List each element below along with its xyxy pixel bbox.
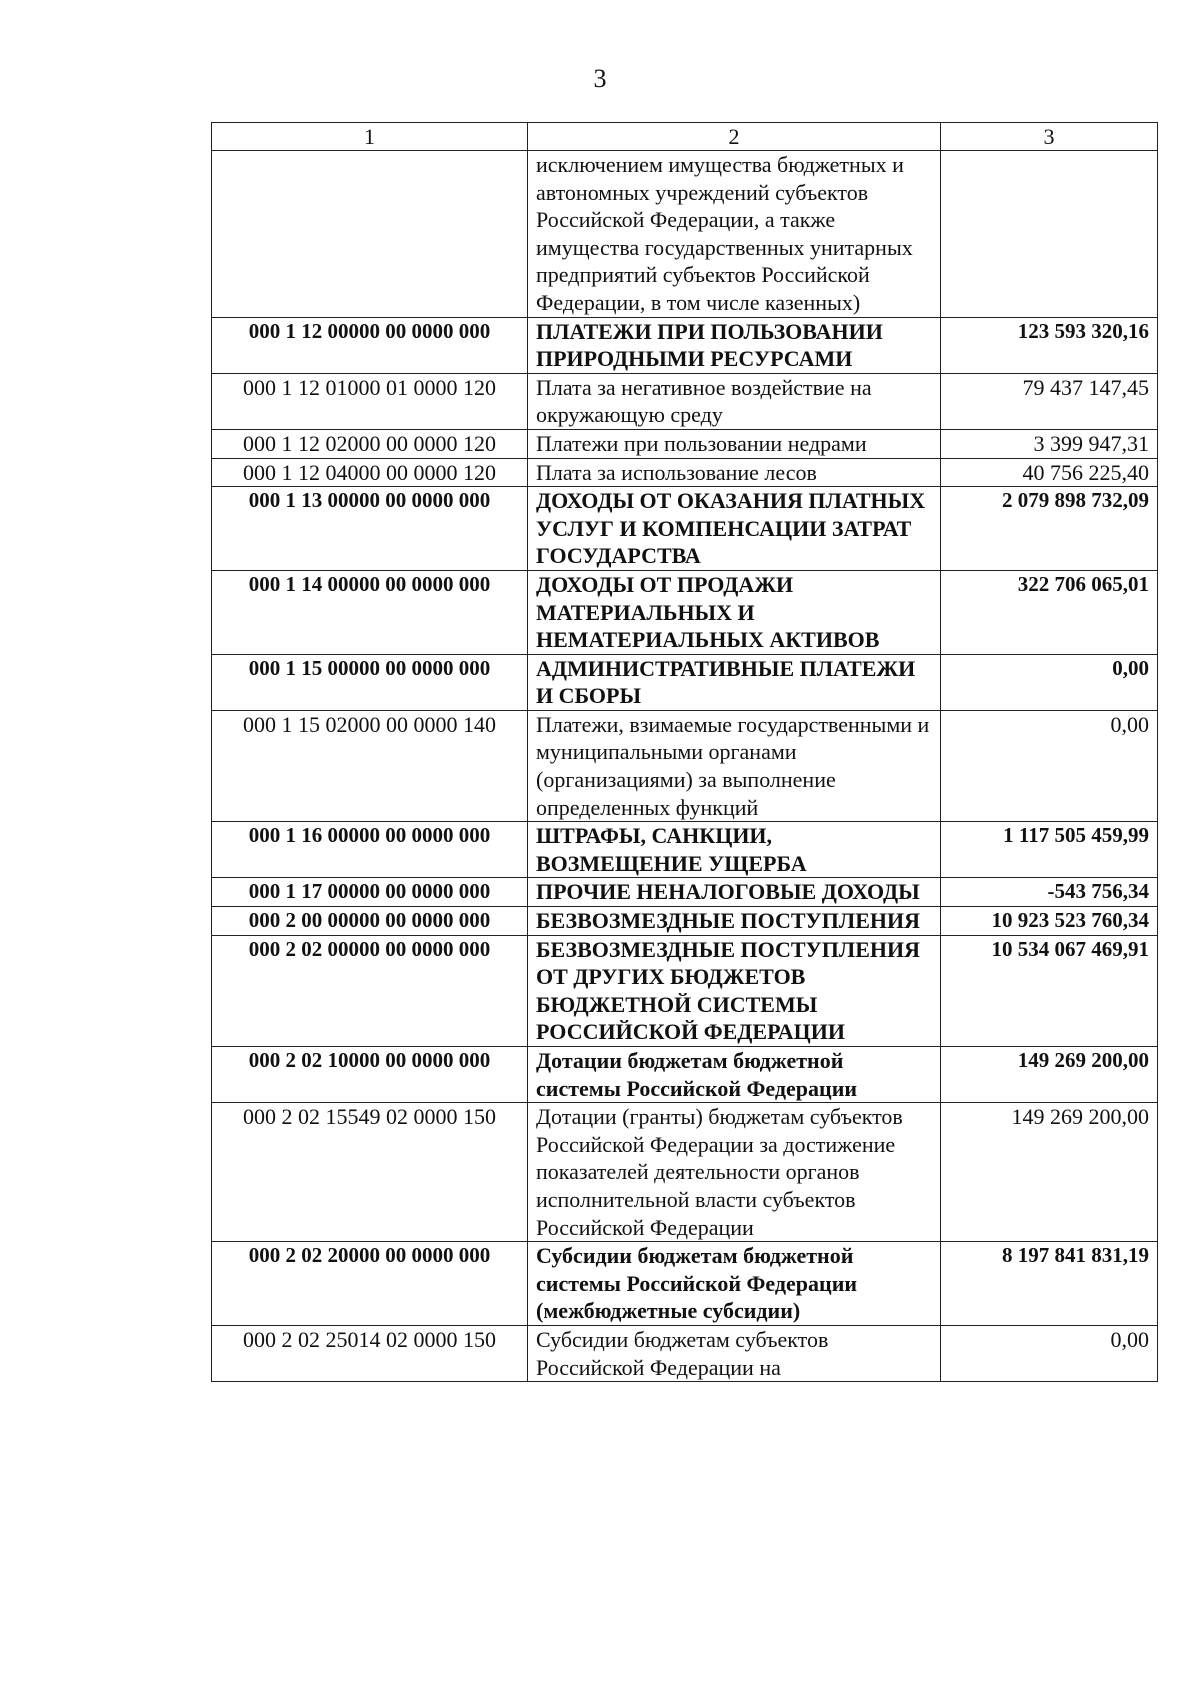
amount-cell: 123 593 320,16	[941, 317, 1158, 373]
amount-cell: 40 756 225,40	[941, 458, 1158, 487]
revenue-name-cell: БЕЗВОЗМЕЗДНЫЕ ПОСТУПЛЕНИЯ	[528, 907, 941, 936]
budget-code-cell: 000 1 13 00000 00 0000 000	[212, 487, 528, 571]
table-row	[212, 1103, 1158, 1242]
table-row	[212, 822, 1158, 878]
amount-cell: 149 269 200,00	[941, 1047, 1158, 1103]
table-row	[212, 570, 1158, 654]
budget-code-cell: 000 1 12 04000 00 0000 120	[212, 458, 528, 487]
table-row	[212, 654, 1158, 710]
budget-code-cell: 000 2 02 20000 00 0000 000	[212, 1242, 528, 1326]
revenue-name-cell: ШТРАФЫ, САНКЦИИ, ВОЗМЕЩЕНИЕ УЩЕРБА	[528, 822, 941, 878]
amount-cell	[941, 151, 1158, 318]
budget-code-cell: 000 2 02 00000 00 0000 000	[212, 935, 528, 1046]
table-row	[212, 429, 1158, 458]
budget-code-cell: 000 2 00 00000 00 0000 000	[212, 907, 528, 936]
amount-cell: 2 079 898 732,09	[941, 487, 1158, 571]
table-row	[212, 151, 1158, 318]
budget-code-cell: 000 1 16 00000 00 0000 000	[212, 822, 528, 878]
table-row	[212, 1242, 1158, 1326]
column-header-code: 1	[212, 123, 528, 151]
revenue-name-cell: Субсидии бюджетам бюджетной системы Российской Федерации (межбюджетные субсидии)	[528, 1242, 941, 1326]
revenue-name-cell: исключением имущества бюджетных и автономных учреждений субъектов Российской Федерации, а также имущества государственных унитарных предприятий субъектов Российской Федерации, в том числе казенных)	[528, 151, 941, 318]
amount-cell: 10 534 067 469,91	[941, 935, 1158, 1046]
revenue-name-cell: Платежи, взимаемые государственными и муниципальными органами (организациями) за выполнение определенных функций	[528, 710, 941, 821]
budget-code-cell: 000 1 12 01000 01 0000 120	[212, 373, 528, 429]
amount-cell: 149 269 200,00	[941, 1103, 1158, 1242]
amount-cell: 3 399 947,31	[941, 429, 1158, 458]
revenue-name-cell: ДОХОДЫ ОТ ПРОДАЖИ МАТЕРИАЛЬНЫХ И НЕМАТЕРИАЛЬНЫХ АКТИВОВ	[528, 570, 941, 654]
table-row	[212, 373, 1158, 429]
table-row	[212, 1047, 1158, 1103]
revenue-name-cell: Платежи при пользовании недрами	[528, 429, 941, 458]
column-header-name: 2	[528, 123, 941, 151]
amount-cell: 10 923 523 760,34	[941, 907, 1158, 936]
revenue-name-cell: ПРОЧИЕ НЕНАЛОГОВЫЕ ДОХОДЫ	[528, 878, 941, 907]
page-number: 3	[593, 64, 607, 93]
budget-code-cell: 000 2 02 15549 02 0000 150	[212, 1103, 528, 1242]
revenue-name-cell: Дотации (гранты) бюджетам субъектов Российской Федерации за достижение показателей деятельности органов исполнительной власти субъектов Российской Федерации	[528, 1103, 941, 1242]
revenue-name-cell: Плата за негативное воздействие на окружающую среду	[528, 373, 941, 429]
amount-cell: 322 706 065,01	[941, 570, 1158, 654]
budget-code-cell: 000 1 12 02000 00 0000 120	[212, 429, 528, 458]
revenue-name-cell: Дотации бюджетам бюджетной системы Российской Федерации	[528, 1047, 941, 1103]
amount-cell: 8 197 841 831,19	[941, 1242, 1158, 1326]
revenue-name-cell: Субсидии бюджетам субъектов Российской Федерации на	[528, 1325, 941, 1381]
revenue-name-cell: АДМИНИСТРАТИВНЫЕ ПЛАТЕЖИ И СБОРЫ	[528, 654, 941, 710]
revenue-name-cell: ДОХОДЫ ОТ ОКАЗАНИЯ ПЛАТНЫХ УСЛУГ И КОМПЕНСАЦИИ ЗАТРАТ ГОСУДАРСТВА	[528, 487, 941, 571]
table-row	[212, 907, 1158, 936]
table-row	[212, 458, 1158, 487]
column-header-amount: 3	[941, 123, 1158, 151]
budget-code-cell: 000 1 17 00000 00 0000 000	[212, 878, 528, 907]
revenue-name-cell: ПЛАТЕЖИ ПРИ ПОЛЬЗОВАНИИ ПРИРОДНЫМИ РЕСУРСАМИ	[528, 317, 941, 373]
budget-code-cell: 000 1 15 02000 00 0000 140	[212, 710, 528, 821]
table-body	[212, 151, 1158, 1382]
budget-code-cell: 000 1 14 00000 00 0000 000	[212, 570, 528, 654]
table-row	[212, 1325, 1158, 1381]
amount-cell: 0,00	[941, 1325, 1158, 1381]
amount-cell: 0,00	[941, 710, 1158, 821]
amount-cell: -543 756,34	[941, 878, 1158, 907]
amount-cell: 79 437 147,45	[941, 373, 1158, 429]
budget-code-cell: 000 2 02 10000 00 0000 000	[212, 1047, 528, 1103]
budget-code-cell: 000 1 15 00000 00 0000 000	[212, 654, 528, 710]
budget-code-cell: 000 2 02 25014 02 0000 150	[212, 1325, 528, 1381]
table-row	[212, 935, 1158, 1046]
amount-cell: 0,00	[941, 654, 1158, 710]
table-row	[212, 317, 1158, 373]
budget-code-cell	[212, 151, 528, 318]
table-row	[212, 710, 1158, 821]
table-row	[212, 878, 1158, 907]
table-header-row	[212, 123, 1158, 151]
revenue-table	[211, 122, 1158, 1382]
revenue-name-cell: Плата за использование лесов	[528, 458, 941, 487]
revenue-name-cell: БЕЗВОЗМЕЗДНЫЕ ПОСТУПЛЕНИЯ ОТ ДРУГИХ БЮДЖЕТОВ БЮДЖЕТНОЙ СИСТЕМЫ РОССИЙСКОЙ ФЕДЕРАЦИИ	[528, 935, 941, 1046]
table-row	[212, 487, 1158, 571]
amount-cell: 1 117 505 459,99	[941, 822, 1158, 878]
budget-code-cell: 000 1 12 00000 00 0000 000	[212, 317, 528, 373]
